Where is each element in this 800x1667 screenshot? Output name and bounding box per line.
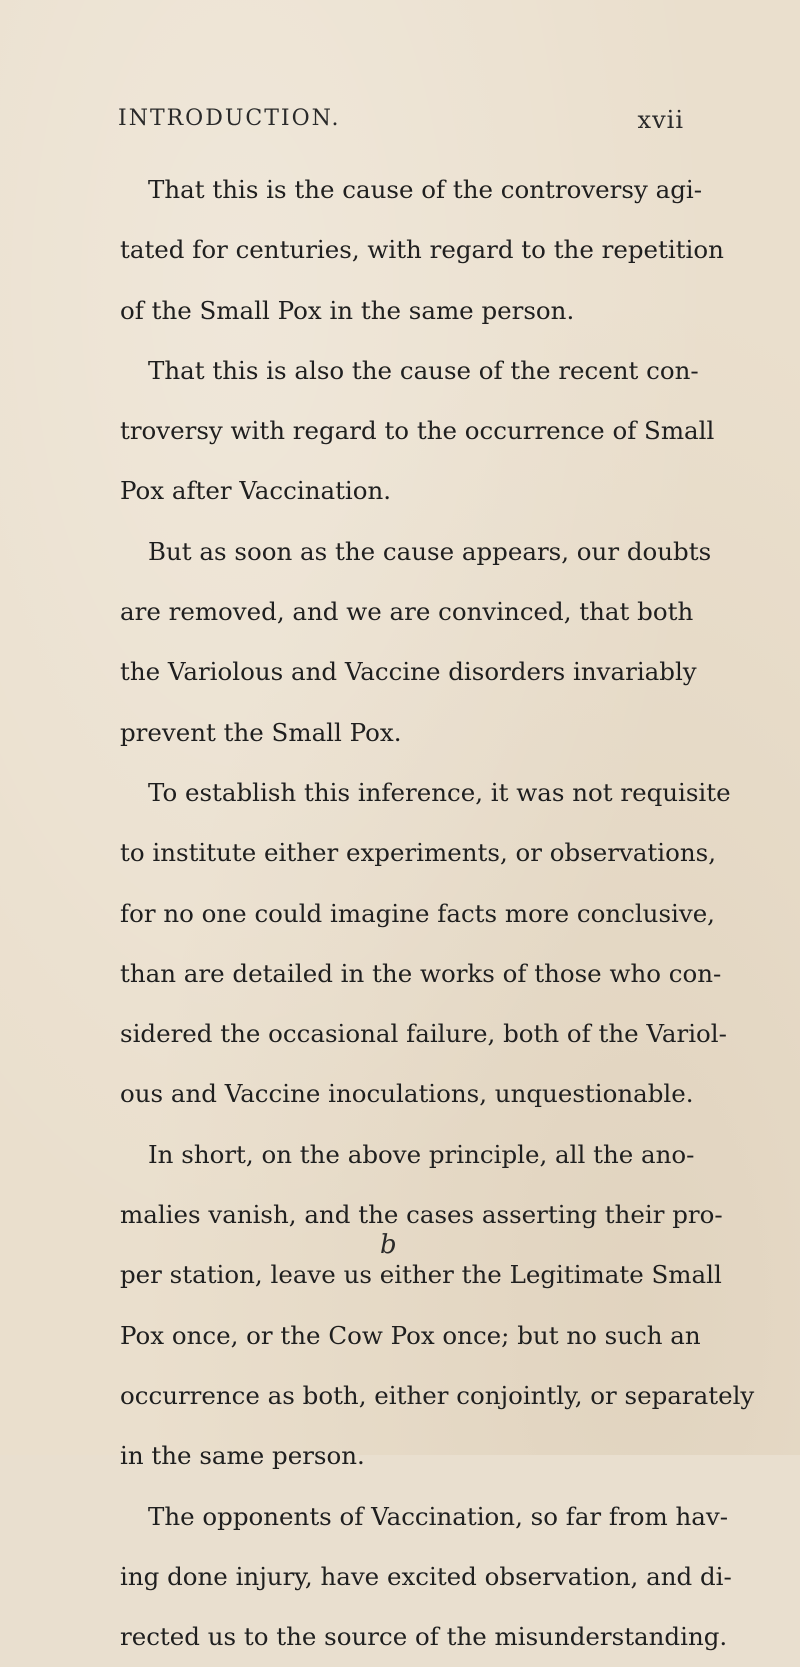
text-line: sidered the occasional failure, both of the Variol-: [120, 1019, 727, 1049]
text-line: occurrence as both, either conjointly, or separately: [120, 1380, 755, 1410]
body-text: [120, 160, 755, 1667]
text-line: That this is the cause of the controversy agi-: [148, 175, 702, 204]
text-line: to institute either experiments, or observations,: [120, 838, 717, 868]
text-line: of the Small Pox in the same person.: [120, 295, 575, 325]
text-line: rected us to the source of the misunderstanding.: [120, 1622, 728, 1652]
signature-mark: b: [380, 1230, 397, 1260]
text-line: tated for centuries, with regard to the repetition: [120, 235, 724, 265]
text-line: Pox after Vaccination.: [120, 476, 392, 506]
text-line: prevent the Small Pox.: [120, 717, 402, 747]
text-line: are removed, and we are convinced, that both: [120, 597, 694, 627]
text-line: per station, leave us either the Legitimate Small: [120, 1260, 722, 1290]
text-line: for no one could imagine facts more conclusive,: [120, 898, 715, 928]
page-number: xvii: [637, 106, 684, 134]
text-line: Pox once, or the Cow Pox once; but no such an: [120, 1320, 701, 1350]
text-line: the Variolous and Vaccine disorders invariably: [120, 657, 697, 687]
text-line: The opponents of Vaccination, so far from hav-: [148, 1501, 728, 1531]
text-line: ous and Vaccine inoculations, unquestionable.: [120, 1079, 694, 1109]
text-line: But as soon as the cause appears, our doubts: [148, 536, 712, 566]
text-line: in the same person.: [120, 1441, 365, 1471]
text-line: To establish this inference, it was not requisite: [148, 777, 731, 807]
text-line: than are detailed in the works of those who con-: [120, 958, 722, 988]
text-line: ing done injury, have excited observation, and di-: [120, 1561, 732, 1591]
text-line: troversy with regard to the occurrence of Small: [120, 416, 715, 446]
text-line: That this is also the cause of the recent con-: [148, 355, 699, 385]
text-line: In short, on the above principle, all the ano-: [148, 1139, 695, 1169]
text-line: malies vanish, and the cases asserting their pro-: [120, 1200, 723, 1230]
running-head-title: INTRODUCTION.: [118, 106, 341, 131]
running-head: [118, 106, 684, 140]
